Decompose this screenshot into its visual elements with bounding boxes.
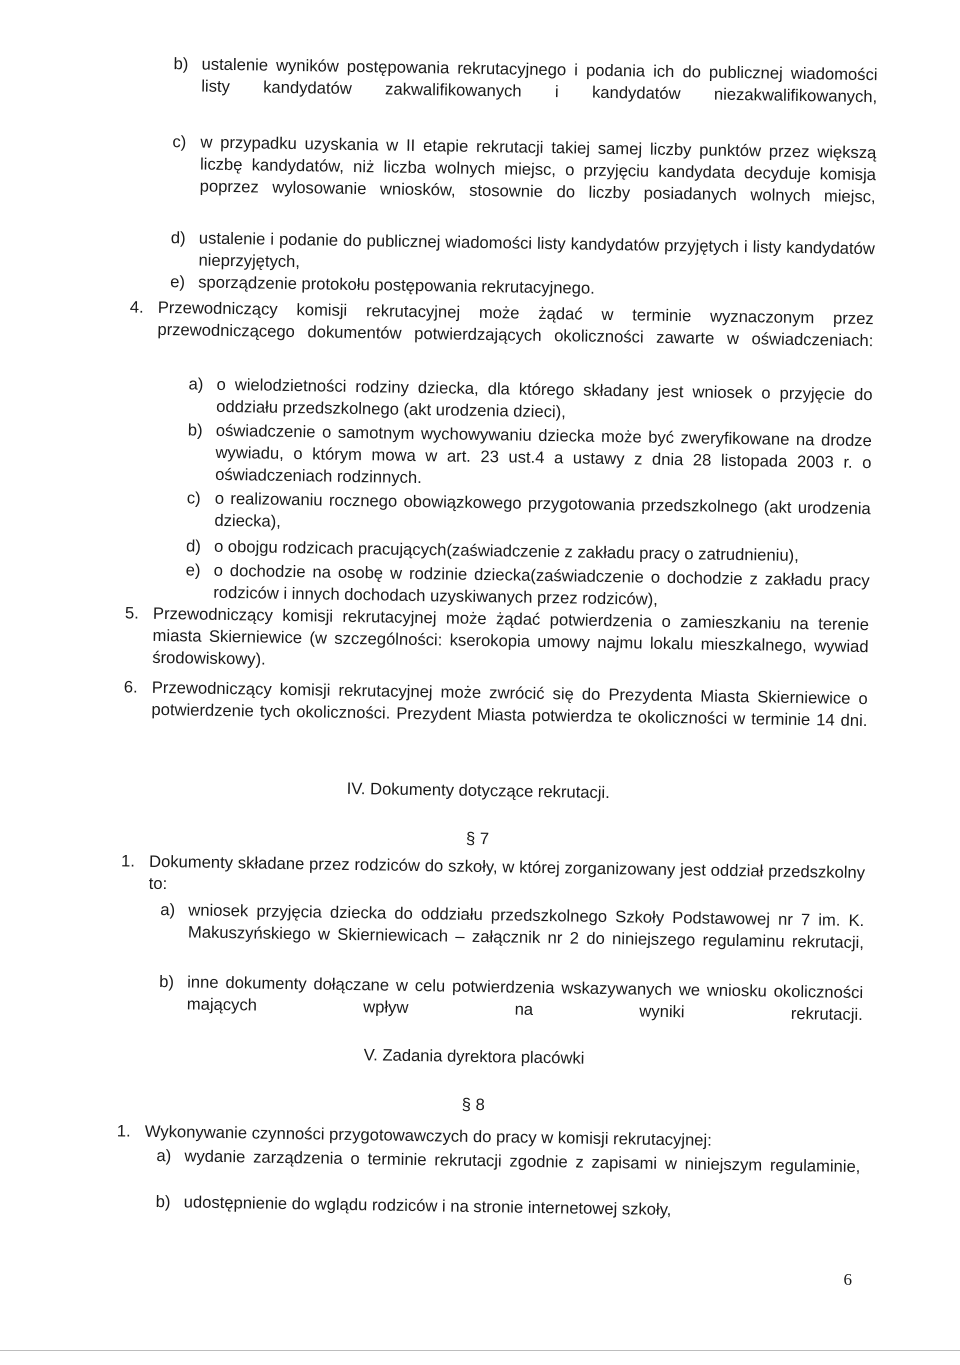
list-item-text: oświadczenie o samotnym wychowywaniu dziecka może być zweryfikowane na drodze wywiadu, o którym mowa w art. 23 ust.4 a ustawy z dnia 28 listopada 2003 r. o oświadczeniach rodzinnych. xyxy=(215,420,872,488)
list-item-text: o obojgu rodzicach pracujących(zaświadczenie z zakładu pracy o zatrudnieniu), xyxy=(213,536,799,565)
list-item-text: udostępnienie do wglądu rodziców i na stronie internetowej szkoły, xyxy=(183,1192,672,1220)
list-item-text: Przewodniczący komisji rekrutacyjnej może zwrócić się do Prezydenta Miasta Skierniewice o potwierdzenie tych okoliczności. Prezydent Miasta potwierdza te okoliczności w terminie 14 dni. xyxy=(151,677,868,731)
scan-edge-line xyxy=(0,1350,960,1351)
item-marker: a) xyxy=(156,1145,172,1166)
item-marker: d) xyxy=(185,536,201,556)
list-item-text: Dokumenty składane przez rodziców do szkoły, w której zorganizowany jest oddział przedszkolny to: xyxy=(148,851,866,894)
item-marker: b) xyxy=(155,1191,171,1212)
list-item-text: wydanie zarządzenia o terminie rekrutacji zgodnie z zapisami w niniejszym regulaminie, xyxy=(184,1146,861,1177)
item-marker: c) xyxy=(186,488,201,508)
paragraph-symbol: § 7 xyxy=(465,828,490,849)
list-item-text: o realizowaniu rocznego obowiązkowego przygotowania przedszkolnego (akt urodzenia dziecka), xyxy=(214,488,871,531)
item-marker: b) xyxy=(159,971,175,992)
item-marker: 1. xyxy=(116,1121,131,1141)
item-marker: b) xyxy=(173,54,189,74)
item-marker: 5. xyxy=(124,603,139,623)
list-item-text: o wielodzietności rodziny dziecka, dla którego składany jest wniosek o przyjęcie do oddziału przedszkolnego (akt urodzenia dzieci), xyxy=(216,374,873,422)
item-marker: a) xyxy=(188,374,204,394)
item-marker: 4. xyxy=(129,297,144,317)
list-item-text: inne dokumenty dołączane w celu potwierdzenia wskazywanych we wniosku okoliczności mających wpływ na wyniki rekrutacji. xyxy=(186,972,864,1025)
item-marker: 6. xyxy=(123,677,138,697)
list-item-text: Przewodniczący komisji rekrutacyjnej może żądać w terminie wyznaczonym przez przewodniczącego dokumentów potwierdzających okoliczności zawarte w oświadczeniach: xyxy=(157,297,874,351)
item-marker: e) xyxy=(170,272,186,292)
item-marker: d) xyxy=(170,228,186,248)
list-item-text: ustalenie i podanie do publicznej wiadomości listy kandydatów przyjętych i listy kandydatów nieprzyjętych, xyxy=(198,228,875,272)
item-marker: a) xyxy=(160,900,176,920)
list-item-text: Wykonywanie czynności przygotowawczych do pracy w komisji rekrutacyjnej: xyxy=(144,1121,712,1150)
list-item-text: ustalenie wyników postępowania rekrutacyjnego i podania ich do publicznej wiadomości listy kandydatów zakwalifikowanych i kandydatów niezakwalifikowanych, xyxy=(201,54,878,107)
list-item-text: wniosek przyjęcia dziecka do oddziału przedszkolnego Szkoły Podstawowej nr 7 im. K. Makuszyńskiego w Skierniewicach – załącznik nr 2 do niniejszego regulaminu rekrutacji, xyxy=(187,900,865,953)
page-number: 6 xyxy=(843,1270,852,1289)
list-item-text: o dochodzie na osobę w rodzinie dziecka(zaświadczenie o dochodzie z zakładu pracy rodziców i innych dochodach uzyskiwanych przez rodziców), xyxy=(213,560,870,609)
item-marker: b) xyxy=(187,420,203,440)
item-marker: 1. xyxy=(120,851,136,871)
list-item-text: w przypadku uzyskania w II etapie rekrutacji takiej samej liczby punktów przez większą liczbę kandydatów, niż liczba wolnych miejsc, o przyjęciu kandydata decyduje komisja poprzez wylosowanie wniosków, stosownie do liczby posiadanych wolnych miejsc, xyxy=(199,132,877,207)
section-heading: IV. Dokumenty dotyczące rekrutacji. xyxy=(346,778,610,803)
list-item-text: Przewodniczący komisji rekrutacyjnej może żądać potwierdzenia o zamieszkaniu na terenie miasta Skierniewice (w szczególności: kserokopia umowy najmu lokalu mieszkalnego, wywiad środowiskowy). xyxy=(152,603,870,669)
list-item-text: sporządzenie protokołu postępowania rekrutacyjnego. xyxy=(198,272,595,298)
item-marker: e) xyxy=(185,560,201,580)
item-marker: c) xyxy=(172,132,187,152)
section-heading: V. Zadania dyrektora placówki xyxy=(363,1045,585,1068)
paragraph-symbol: § 8 xyxy=(461,1094,485,1115)
